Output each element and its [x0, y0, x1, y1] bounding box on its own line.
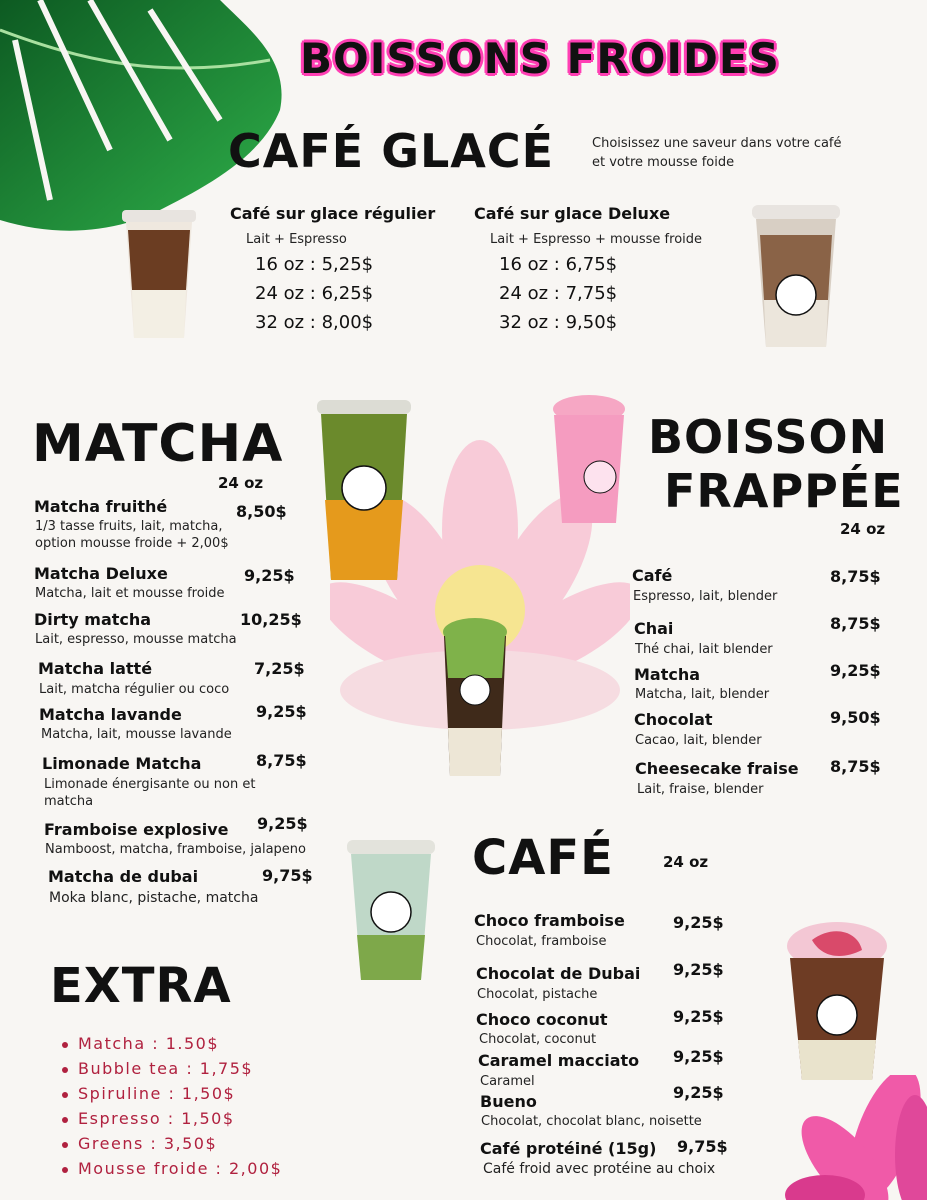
- cafe-glace-regular-size-32: 32 oz : 8,00$: [255, 312, 374, 333]
- matcha-item-name: Matcha fruithé: [34, 497, 168, 516]
- matcha-item-desc: Matcha, lait, mousse lavande: [41, 727, 232, 742]
- frappee-item-desc: Espresso, lait, blender: [633, 589, 778, 604]
- frappee-item-price: 8,75$: [830, 567, 881, 586]
- cafe-item-desc: Chocolat, coconut: [479, 1032, 597, 1047]
- cafe-item-name: Café protéiné (15g): [480, 1139, 657, 1158]
- matcha-heading: MATCHA: [32, 414, 284, 474]
- cafe-item-desc: Café froid avec protéine au choix: [483, 1161, 716, 1177]
- frappee-item-name: Chocolat: [634, 710, 713, 729]
- extra-item: [62, 1084, 282, 1109]
- frappee-item-price: 9,50$: [830, 708, 881, 727]
- cafe-heading: CAFÉ: [472, 830, 614, 886]
- cafe-item-price: 9,25$: [673, 1047, 724, 1066]
- cafe-glace-deluxe-size-16: 16 oz : 6,75$: [499, 254, 618, 275]
- matcha-item-desc: Moka blanc, pistache, matcha: [49, 890, 259, 906]
- matcha-item-price: 9,25$: [244, 566, 295, 585]
- frappee-item-name: Matcha: [634, 665, 701, 684]
- frappee-item-price: 9,25$: [830, 661, 881, 680]
- extra-list: [62, 1034, 282, 1184]
- matcha-item-price: 10,25$: [240, 610, 302, 629]
- cafe-item-price: 9,25$: [673, 1083, 724, 1102]
- cafe-glace-deluxe-size-24: 24 oz : 7,75$: [499, 283, 618, 304]
- matcha-de-dubai-cup-image: [345, 840, 437, 980]
- cafe-item-desc: Chocolat, chocolat blanc, noisette: [481, 1114, 702, 1129]
- extra-item: [62, 1109, 282, 1134]
- matcha-item-price: 7,25$: [254, 659, 305, 678]
- matcha-item-name: Dirty matcha: [34, 610, 152, 629]
- matcha-item-desc: Namboost, matcha, framboise, jalapeno: [45, 842, 306, 857]
- cafe-glace-regular-desc: Lait + Espresso: [246, 232, 347, 247]
- cafe-item-name: Bueno: [480, 1092, 537, 1111]
- cafe-item-price: 9,25$: [673, 1007, 724, 1026]
- extra-item: [62, 1134, 282, 1159]
- frappee-size: 24 oz: [840, 520, 886, 538]
- matcha-item-desc: Lait, espresso, mousse matcha: [35, 632, 237, 647]
- extra-item: [62, 1059, 282, 1084]
- page-title: BOISSONS FROIDES: [300, 34, 780, 83]
- extra-item: [62, 1034, 282, 1059]
- frappee-item-desc: Thé chai, lait blender: [635, 642, 773, 657]
- frappee-item-name: Cheesecake fraise: [635, 759, 799, 778]
- cafe-item-desc: Chocolat, framboise: [476, 934, 607, 949]
- matcha-item-name: Framboise explosive: [44, 820, 229, 839]
- extra-item-label: Espresso : 1,50$: [78, 1109, 235, 1128]
- cafe-item-name: Choco coconut: [476, 1010, 608, 1029]
- cafe-item-desc: Caramel: [480, 1074, 535, 1089]
- iced-coffee-cup-image: [118, 210, 200, 338]
- cafe-glace-regular-name: Café sur glace régulier: [230, 204, 436, 223]
- matcha-item-price: 9,25$: [257, 814, 308, 833]
- frappee-heading-line1: BOISSON: [648, 410, 889, 464]
- matcha-item-desc: Matcha, lait et mousse froide: [35, 586, 225, 601]
- matcha-mango-cup-image: [315, 400, 413, 580]
- bullet-icon: [62, 1167, 68, 1173]
- cafe-glace-deluxe-desc: Lait + Espresso + mousse froide: [490, 232, 703, 247]
- matcha-item-price: 9,75$: [262, 866, 313, 885]
- frappee-item-desc: Lait, fraise, blender: [637, 782, 764, 797]
- cafe-item-price: 9,25$: [673, 913, 724, 932]
- cafe-item-name: Choco framboise: [474, 911, 625, 930]
- bullet-icon: [62, 1142, 68, 1148]
- frappee-item-price: 8,75$: [830, 757, 881, 776]
- matcha-item-name: Matcha lavande: [39, 705, 182, 724]
- cafe-glace-deluxe-size-32: 32 oz : 9,50$: [499, 312, 618, 333]
- matcha-item-name: Limonade Matcha: [42, 754, 202, 773]
- bullet-icon: [62, 1092, 68, 1098]
- frappee-item-desc: Matcha, lait, blender: [635, 687, 770, 702]
- cafe-item-price: 9,25$: [673, 960, 724, 979]
- extra-item-label: Mousse froide : 2,00$: [78, 1159, 283, 1178]
- cafe-glace-heading: CAFÉ GLACÉ: [228, 124, 555, 178]
- frappee-item-name: Café: [632, 566, 673, 585]
- matcha-item-name: Matcha de dubai: [48, 867, 199, 886]
- frappee-item-price: 8,75$: [830, 614, 881, 633]
- frappee-item-desc: Cacao, lait, blender: [635, 733, 762, 748]
- matcha-item-desc: Limonade énergisante ou non et matcha: [44, 777, 256, 809]
- cafe-item-desc: Chocolat, pistache: [477, 987, 598, 1002]
- frappee-item-name: Chai: [634, 619, 674, 638]
- extra-item-label: Spiruline : 1,50$: [78, 1084, 236, 1103]
- bullet-icon: [62, 1042, 68, 1048]
- dirty-matcha-cup-image: [440, 618, 510, 776]
- cafe-glace-note: Choisissez une saveur dans votre café et votre mousse foide: [592, 136, 842, 170]
- extra-item-label: Bubble tea : 1,75$: [78, 1059, 254, 1078]
- cafe-size: 24 oz: [663, 853, 709, 871]
- matcha-item-price: 8,75$: [256, 751, 307, 770]
- matcha-item-price: 8,50$: [236, 502, 287, 521]
- cafe-glace-regular-size-16: 16 oz : 5,25$: [255, 254, 374, 275]
- choco-framboise-cup-image: [782, 920, 892, 1080]
- extra-item-label: Matcha : 1.50$: [78, 1034, 219, 1053]
- extra-item-label: Greens : 3,50$: [78, 1134, 218, 1153]
- cafe-glace-deluxe-name: Café sur glace Deluxe: [474, 204, 671, 223]
- pink-frappe-cup-image: [548, 395, 630, 523]
- matcha-item-name: Matcha Deluxe: [34, 564, 168, 583]
- extra-item: [62, 1159, 282, 1184]
- extra-heading: EXTRA: [50, 958, 232, 1014]
- matcha-item-name: Matcha latté: [38, 659, 153, 678]
- deluxe-iced-coffee-cup-image: [750, 205, 842, 347]
- bullet-icon: [62, 1117, 68, 1123]
- cafe-item-name: Chocolat de Dubai: [476, 964, 641, 983]
- cafe-item-name: Caramel macciato: [478, 1051, 640, 1070]
- matcha-item-desc: 1/3 tasse fruits, lait, matcha, option mousse froide + 2,00$: [35, 519, 229, 551]
- matcha-size: 24 oz: [218, 474, 264, 492]
- cafe-glace-regular-size-24: 24 oz : 6,25$: [255, 283, 374, 304]
- bullet-icon: [62, 1067, 68, 1073]
- matcha-item-price: 9,25$: [256, 702, 307, 721]
- cafe-item-price: 9,75$: [677, 1137, 728, 1156]
- pink-lotus-decoration: [785, 1075, 927, 1200]
- frappee-heading-line2: FRAPPÉE: [664, 464, 904, 518]
- matcha-item-desc: Lait, matcha régulier ou coco: [39, 682, 230, 697]
